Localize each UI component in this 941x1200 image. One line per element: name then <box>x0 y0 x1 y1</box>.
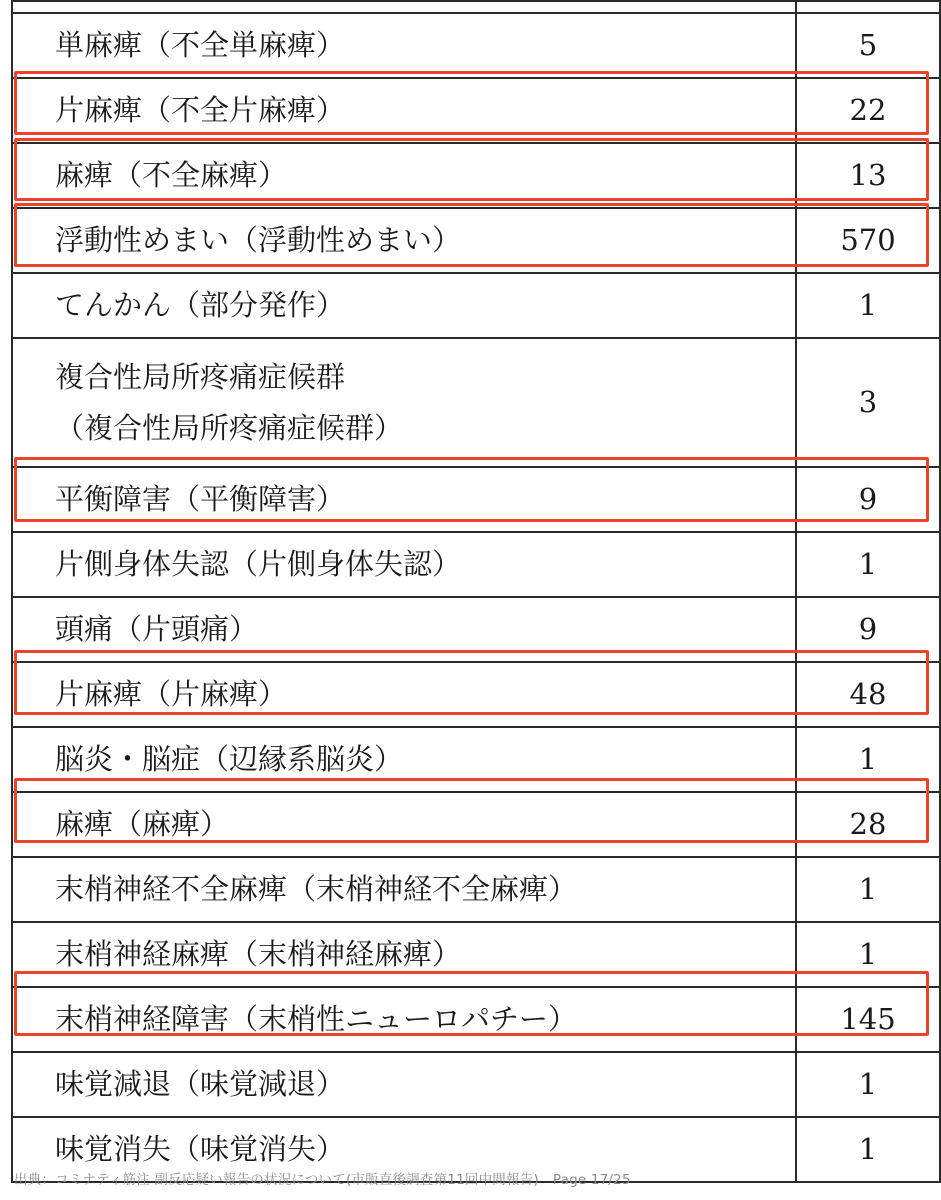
table-row <box>12 532 940 597</box>
reaction-count: 1 <box>796 922 940 987</box>
table-row <box>12 13 940 78</box>
reaction-count: 1 <box>796 273 940 338</box>
reaction-count: 1 <box>796 1052 940 1117</box>
reaction-name <box>12 338 796 467</box>
reaction-name: 味覚消失（味覚消失） <box>12 1117 796 1182</box>
table-row <box>12 662 940 727</box>
reaction-name: てんかん（部分発作） <box>12 273 796 338</box>
reaction-count: 145 <box>796 987 940 1052</box>
reaction-count: 22 <box>796 78 940 143</box>
reaction-count: 1 <box>796 1117 940 1182</box>
table-row <box>12 78 940 143</box>
reaction-count: 570 <box>796 208 940 273</box>
table-row <box>12 727 940 792</box>
adverse-reaction-table <box>11 0 941 1183</box>
reaction-name-line-1: 複合性局所疼痛症候群 <box>55 360 346 395</box>
reaction-count: 1 <box>796 532 940 597</box>
reaction-count: 9 <box>796 467 940 532</box>
table-row <box>12 208 940 273</box>
reaction-name: 浮動性めまい（浮動性めまい） <box>12 208 796 273</box>
reaction-count: 5 <box>796 13 940 78</box>
reaction-name: 片麻痺（不全片麻痺） <box>12 78 796 143</box>
reaction-name: 末梢神経不全麻痺（末梢神経不全麻痺） <box>12 857 796 922</box>
table-row <box>12 857 940 922</box>
table-row <box>12 273 940 338</box>
table-row <box>12 1052 940 1117</box>
reaction-count: 1 <box>796 727 940 792</box>
table-row <box>12 143 940 208</box>
table-row <box>12 467 940 532</box>
table-row <box>12 987 940 1052</box>
reaction-name-line-2: （複合性局所疼痛症候群） <box>55 410 404 445</box>
reaction-count: 3 <box>796 338 940 467</box>
reaction-name: 末梢神経麻痺（末梢神経麻痺） <box>12 922 796 987</box>
reaction-count: 1 <box>796 857 940 922</box>
reaction-count: 9 <box>796 597 940 662</box>
reaction-name: 単麻痺（不全単麻痺） <box>12 13 796 78</box>
source-footer <box>14 1168 631 1188</box>
table-row <box>12 597 940 662</box>
top-edge-cell <box>12 1 796 13</box>
reaction-name: 頭痛（片頭痛） <box>12 597 796 662</box>
table-top-edge-row <box>12 1 940 13</box>
top-edge-cell <box>796 1 940 13</box>
table-row <box>12 922 940 987</box>
reaction-name: 末梢神経障害（末梢性ニューロパチー） <box>12 987 796 1052</box>
reaction-count: 13 <box>796 143 940 208</box>
reaction-name: 味覚減退（味覚減退） <box>12 1052 796 1117</box>
reaction-name: 麻痺（不全麻痺） <box>12 143 796 208</box>
reaction-name: 片麻痺（片麻痺） <box>12 662 796 727</box>
table-row <box>12 792 940 857</box>
reaction-name: 片側身体失認（片側身体失認） <box>12 532 796 597</box>
reaction-name: 平衡障害（平衡障害） <box>12 467 796 532</box>
page-number: Page 17/25 <box>552 1172 631 1188</box>
reaction-name: 脳炎・脳症（辺縁系脳炎） <box>12 727 796 792</box>
reaction-count: 48 <box>796 662 940 727</box>
table-row <box>12 338 940 467</box>
reaction-count: 28 <box>796 792 940 857</box>
reaction-name: 麻痺（麻痺） <box>12 792 796 857</box>
source-citation: 出典：コミナティ筋注 副反応疑い報告の状況について(市販直後調査第11回中間報告) <box>14 1172 539 1188</box>
